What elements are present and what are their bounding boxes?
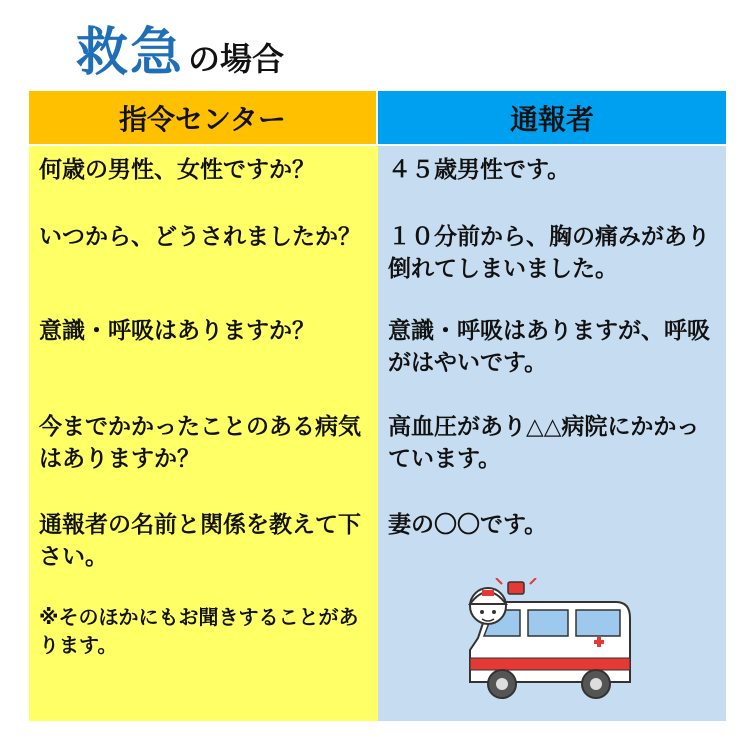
page-title-sub: の場合 — [188, 40, 285, 78]
question-age-sex: 何歳の男性、女性ですか？ — [39, 157, 315, 183]
question-caller: 通報者の名前と関係を教えて下さい。 — [39, 512, 361, 570]
answer-caller: 妻の〇〇です。 — [388, 512, 548, 538]
answer-consciousness: 意識・呼吸はありますが、呼吸がはやいです。 — [388, 318, 710, 376]
page-title — [76, 10, 284, 85]
answer-history: 高血圧があり△△病院にかかっています。 — [388, 414, 700, 472]
answer-onset: １０分前から、胸の痛みがあり倒れてしまいました。 — [388, 224, 710, 282]
question-history: 今までかかったことのある病気はありますか？ — [39, 414, 361, 472]
note-text: ※そのほかにもお聞きすることがあります。 — [39, 605, 359, 657]
dispatch-center-column — [29, 91, 378, 721]
caller-header: 通報者 — [378, 91, 726, 146]
ambulance-icon — [460, 578, 640, 708]
answer-age-sex: ４５歳男性です。 — [388, 157, 571, 183]
page-title-main: 救急 — [76, 23, 185, 83]
dispatch-center-header: 指令センター — [29, 91, 378, 146]
question-onset: いつから、どうされましたか？ — [39, 224, 361, 250]
question-consciousness: 意識・呼吸はありますか？ — [39, 318, 315, 344]
